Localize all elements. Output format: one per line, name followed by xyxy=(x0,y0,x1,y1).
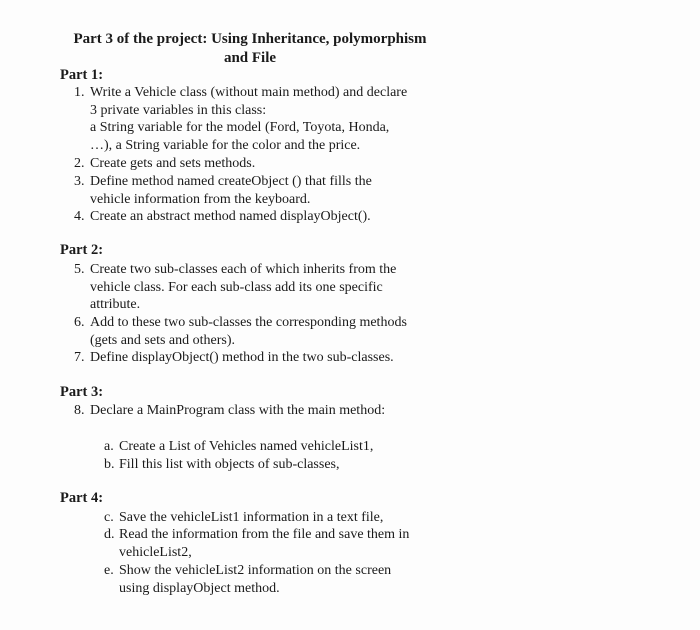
title-line-2: and File xyxy=(223,50,277,66)
document-title xyxy=(60,30,440,68)
part3-heading: Part 3: xyxy=(60,384,104,400)
part2-heading: Part 2: xyxy=(60,242,104,258)
part1-heading: Part 1: xyxy=(60,67,104,83)
part4-heading: Part 4: xyxy=(60,490,104,506)
document-page: Part 3 of the project: Using Inheritance, polymorphism and File Part 1: 1. Write a Vehicle class (without main method) and declare 3 private variables in this class: a String variable for the model (Ford, Toyota, Honda, …), a String variable for the color and the price. 2. Create gets and sets methods. 3. Define method named createObject () that fills the vehicle information from the keyboard. 4. Create an abstract method named displayObject(). Part 2: 5. Create two sub-classes each of which inherits from the vehicle class. For each sub-class add its one specific attribute. 6. Add to these two sub-classes the corresponding methods (gets and sets and others). 7. Define displayObject() method in the two sub-classes. Part 3: 8. Declare a MainProgram class with the main method: a. Create a List of Vehicles named vehicleList1, b. Fill this list with objects of sub-classes, Part 4: c. Save the vehicleList1 information in a text file, d. Read the information from the file and save them in vehicleList2, e. Show the vehicleList2 information on the screen using displayObject method. xyxy=(0,0,700,630)
title-line-1: Part 3 of the project: Using Inheritance, polymorphism xyxy=(73,31,427,47)
